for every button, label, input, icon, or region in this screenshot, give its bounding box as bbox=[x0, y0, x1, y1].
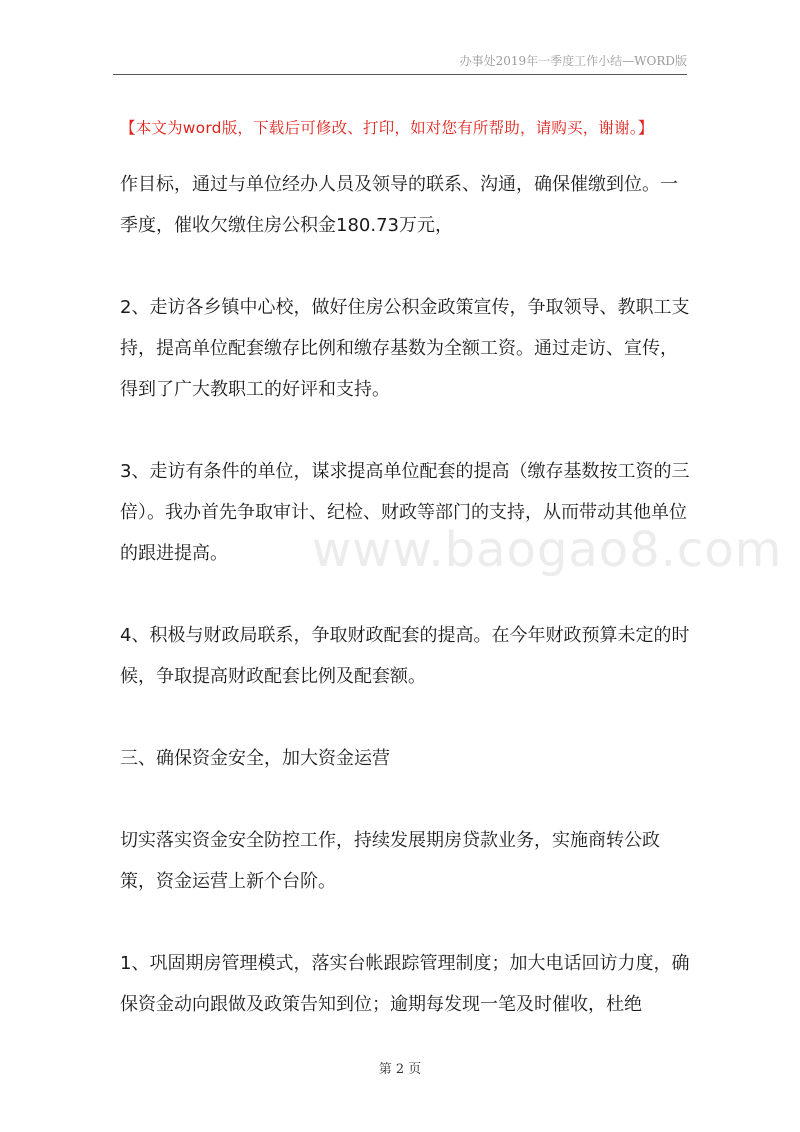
section-heading: 三、确保资金安全，加大资金运营 bbox=[120, 748, 390, 769]
paragraph-6: 1、巩固期房管理模式，落实台帐跟踪管理制度；加大电话回访力度，确保资金动向跟做及政策告知到位；逾期每发现一笔及时催收，杜绝 bbox=[120, 953, 690, 1015]
watermark: www.baogao8.com bbox=[312, 522, 783, 578]
header-rule bbox=[113, 74, 687, 75]
page-number: 第 2 页 bbox=[378, 1062, 422, 1077]
paragraph-3: 3、走访有条件的单位，谋求提高单位配套的提高（缴存基数按工资的三倍）。我办首先争取审计、纪检、财政等部门的支持，从而带动其他单位的跟进提高。 bbox=[120, 461, 690, 564]
paragraph-4: 4、积极与财政局联系，争取财政配套的提高。在今年财政预算未定的时候，争取提高财政配套比例及配套额。 bbox=[120, 625, 690, 687]
page-header: 办事处2019年一季度工作小结—WORD版 bbox=[459, 54, 687, 68]
download-notice: 【本文为word版，下载后可修改、打印，如对您有所帮助，请购买，谢谢。】 bbox=[120, 119, 654, 137]
paragraph-2: 2、走访各乡镇中心校，做好住房公积金政策宣传，争取领导、教职工支持，提高单位配套缴存比例和缴存基数为全额工资。通过走访、宣传，得到了广大教职工的好评和支持。 bbox=[120, 297, 690, 400]
paragraph-1: 作目标，通过与单位经办人员及领导的联系、沟通，确保催缴到位。一季度，催收欠缴住房公积金180.73万元， bbox=[120, 174, 678, 236]
paragraph-5: 切实落实资金安全防控工作，持续发展期房贷款业务，实施商转公政策，资金运营上新个台阶。 bbox=[120, 830, 660, 892]
document-body bbox=[120, 164, 690, 1066]
